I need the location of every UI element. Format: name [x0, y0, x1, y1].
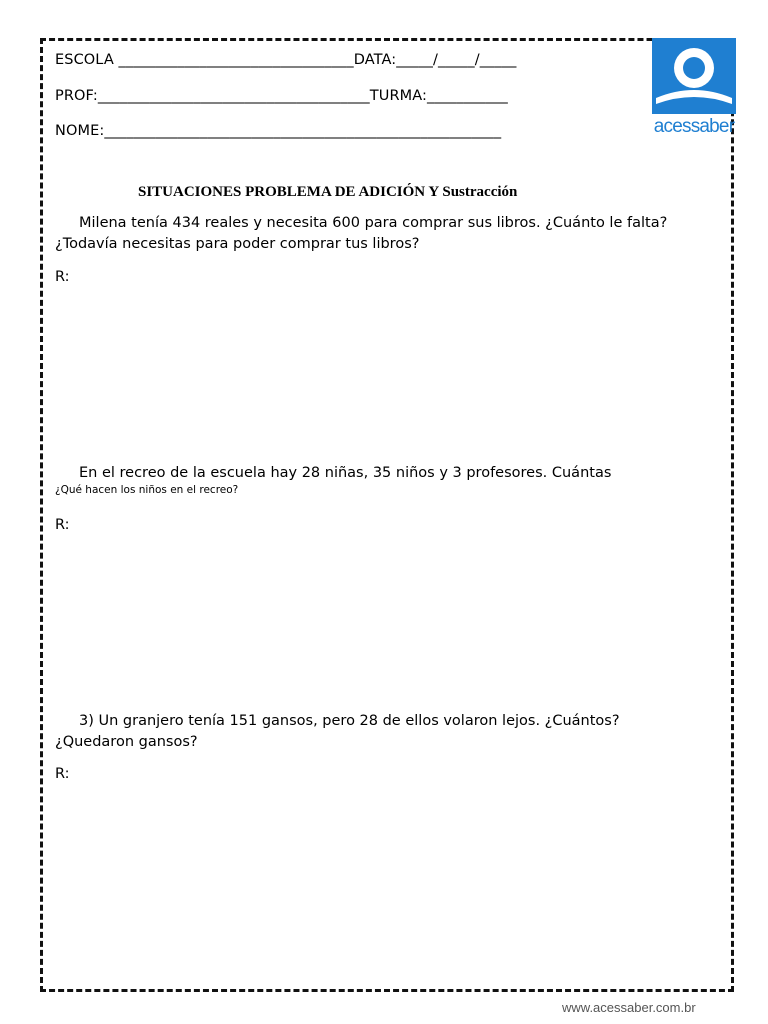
question-2 [55, 463, 700, 484]
logo-wordmark: acessaber [653, 116, 735, 137]
question-2-line-1: En el recreo de la escuela hay 28 niñas, 35 niños y 3 profesores. Cuántas [79, 465, 612, 481]
answer-3-label: R: [55, 766, 70, 782]
question-3-line-1: 3) Un granjero tenía 151 gansos, pero 28 de ellos volaron lejos. ¿Cuántos? [79, 713, 620, 729]
footer-url: www.acessaber.com.br [562, 1000, 696, 1015]
worksheet-title: SITUACIONES PROBLEMA DE ADICIÓN Y Sustracción [138, 184, 518, 200]
logo-icon [652, 38, 736, 114]
question-1-line-2: ¿Todavía necesitas para poder comprar tus libros? [55, 236, 420, 252]
question-3 [55, 711, 700, 753]
question-1-line-1: Milena tenía 434 reales y necesita 600 para comprar sus libros. ¿Cuánto le falta? [79, 215, 668, 231]
question-3-line-2: ¿Quedaron gansos? [55, 734, 198, 750]
worksheet-border [40, 38, 734, 992]
question-2-line-2: ¿Qué hacen los niños en el recreo? [55, 484, 239, 496]
school-date-line: ESCOLA ________________________________DATA:_____/_____/_____ [55, 52, 517, 68]
answer-1-label: R: [55, 269, 70, 285]
logo-mark-icon [652, 38, 736, 114]
question-1 [55, 213, 700, 255]
answer-2-label: R: [55, 517, 70, 533]
name-line: NOME:______________________________________________________ [55, 123, 502, 139]
teacher-class-line: PROF:_____________________________________TURMA:___________ [55, 88, 508, 104]
acessaber-logo [652, 38, 736, 138]
